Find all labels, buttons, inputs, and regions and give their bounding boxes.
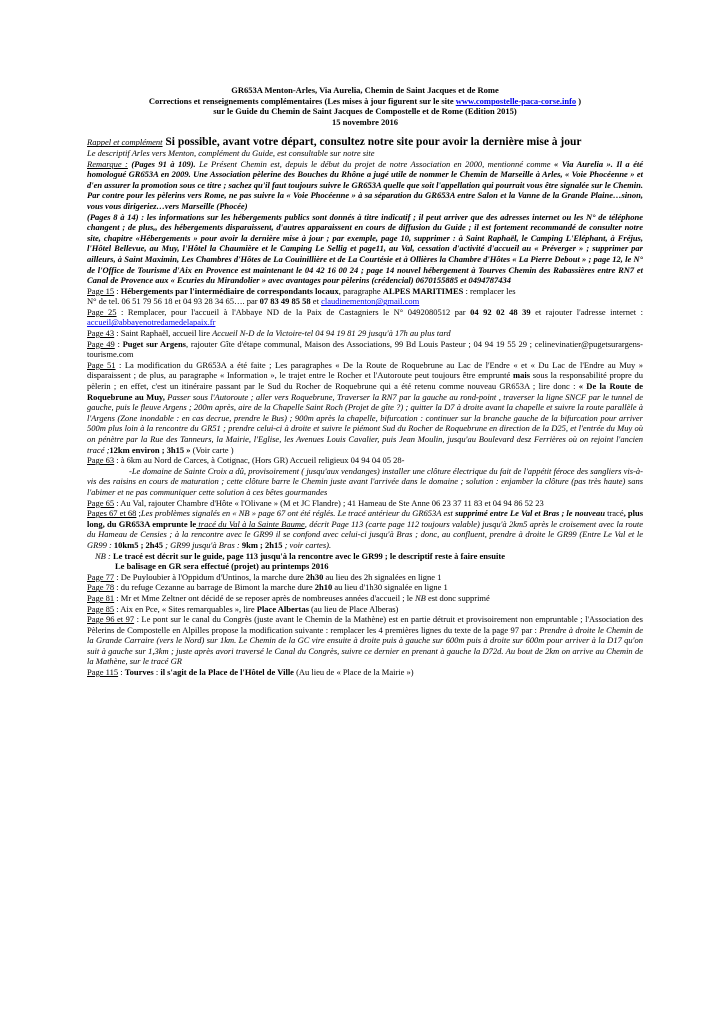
- document-page: [87, 85, 643, 678]
- page-65-paragraph: Page 65 : Au Val, rajouter Chambre d'Hôte « l'Olivane » (M et JC Flandre) ; 41 Hameau de Ste Anne 06 23 37 11 83 et 04 94 86 52 23: [87, 497, 544, 508]
- page-96-97-paragraph: Page 96 et 97 : Le pont sur le canal du Congrès (juste avant le Chemin de la Mathène) est en partie détruit et provisoirement non empruntable ; l'Association des Pèlerins de Compostelle en Alpilles propose la modification suivante : remplacer les 4 premières lignes du texte de la page 97 par : Prendre à droite le Chemin de la Grande Carraire (vers le Nord) sur 1km. Le Chemin de la GC vire ensuite à droite puis à gauche sur 600m puis à droite sur 600m pour arriver à la D17 qu'on suit à gauche sur 1,3km ; juste après avori traversé le Canal du Congrès, suivre ce dernier en prenant à gauche la D72d. Au bout de 2km on arrive au Chemin de la Mathène, sur le tracé GR: [87, 614, 643, 667]
- reminder-sub: Le descriptif Arles vers Menton, complément du Guide, est consultable sur notre site: [87, 147, 375, 158]
- document-header: [87, 85, 643, 127]
- email-link-menton[interactable]: claudinementon@gmail.com: [321, 296, 420, 307]
- page-85-paragraph: Page 85 : Aix en Pce, « Sites remarquables », lire Place Albertas (au lieu de Place Alberas): [87, 603, 399, 614]
- page-15-paragraph: Page 15 : Hébergements par l'intermédiaire de correspondants locaux, paragraphe ALPES MARITIMES : remplacer les N° de tel. 06 51 79 56 18 et 04 93 28 34 65…. par 07 83 49 85 58 et claudinementon@gmail.com: [87, 285, 516, 307]
- page-49-paragraph: Page 49 : Puget sur Argens, rajouter Gîte d'étape communal, Maison des Associations, 99 Bd Louis Pasteur ; 04 94 19 55 29 ; celinevinatier@pugetsurargens-tourisme.com: [87, 338, 643, 360]
- page-25-paragraph: Page 25 : Remplacer, pour l'accueil à l'Abbaye ND de la Paix de Castagniers le N° 0492080512 par 04 92 02 48 39 et rajouter l'adresse internet : accueil@abbayenotredamedelapaix.fr: [87, 306, 643, 328]
- page-51-paragraph: Page 51 : La modification du GR653A a été faite ; Les paragraphes « De la Route de Roquebrune au Lac de l'Endre « et « Du Lac de l'Endre au Muy » disparaissent ; de plus, au paragraphe « Information », le trajet entre le Rocher et l'Autoroute peut toujours être emprunté mais sous la responsabilité propre du pèlerin ; en effet, c'est un itinéraire passant par le Sud du Rocher de Roquebrune qui a été retenu comme nouveau GR653A ; lire donc : « De la Route de Roquebrune au Muy, Passer sous l'Autoroute ; aller vers Roquebrune, Traverser la RN7 par la gauche au rond-point , traverser la ligne SNCF par le tunnel de gauche, puis le fleuve Argens ; 200m après, aire de la Chapelle Saint Roch (Projet de gîte ?) ; quitter la D7 à droite avant la chapelle et suivre la route parallèle à l'Argens (Zone inondable : en cas decrue, prendre le Bus) ; 900m après la chapelle, bifurcation : continuer sur la branche gauche de la bifurcation pour arriver 500m plus loin à la rencontre du GR51 ; prendre celui-ci à droite et suivre le piémont Sud du Rocher de Roquebrune en direction de la D25, et l'entrée du Muy où on pénètre par la Rue des Tanneurs, la Mairie, l'Eglise, les Avenues Louis Cavalier, puis Jean Moulin, jusqu'au Boulevard desz Ferrières où on rejoint l'ancien tracé ;12km environ ; 3h15 » (Voir carte ): [87, 359, 643, 455]
- page-63-paragraph: Page 63 : à 6km au Nord de Carces, à Cotignac, (Hors GR) Accueil religieux 04 94 04 05 28- -Le domaine de Sainte Croix a dû, provisoirement ( jusqu'aux vendanges) installer une clôture électrique du fait de l'appétit féroce des sangliers vis-à-vis des raisins en cours de maturation ; cette clôture barre le Chemin juste avant l'arrivée dans le domaine ; solution : enjamber la clôture (pas très haute) sans l'abimer et ne pas communiquer cette solution à ces bêtes gourmandes: [87, 455, 643, 497]
- site-link[interactable]: www.compostelle-paca-corse.info: [455, 95, 577, 106]
- pages-8-14-paragraph: (Pages 8 à 14) : les informations sur les hébergements publics sont donnés à titre indicatif ; il peut arriver que des adresses internet ou les N° de téléphone changent ; de plus,, des hébergements disparaissent, d'autres apparaissent en cours de diffusion du Guide ; il est fortement recommandé de consulter notre site, chapitre «Hébergements » pour avoir la dernière mise à jour ; par exemple, page 10, supprimer : à Saint Raphaël, le Camping L'Eléphant, à Fréjus, l'Hôtel Bellevue, au Muy, l'Hôtel la Chaumière et le Camping Le Sellig et page11, au Val, cessation d'activité d'accueil au « Préverger » ; supprimer par ailleurs, à Saint Maximin, Les Chambres d'Hôtes de La Couinillière et de La Courtésie et à Ollières la Chambre d'Hôtes « La Pierre Debout » ; page 12, le N° de l'Office de Tourisme d'Aix en Provence est maintenant le 04 42 16 00 24 ; page 14 nouvel hébergement à Tourves Chemin des Rabassières entre RN7 et Canal de Provence aux « Ecuries du Mirandolier » avec avantages pour pèlerins (crédencial) 0670155885 et 0494787434: [87, 211, 643, 286]
- page-43-paragraph: Page 43 : Saint Raphaël, accueil lire Accueil N-D de la Victoire-tel 04 94 19 81 29 jusqu'à 17h au plus tard: [87, 328, 451, 339]
- page-78-paragraph: Page 78 : du refuge Cezanne au barrage de Bimont la marche dure 2h10 au lieu d'1h30 signalée en ligne 1: [87, 582, 448, 593]
- guide-line: sur le Guide du Chemin de Saint Jacques de Compostelle et de Rome (Edition 2015): [213, 106, 517, 117]
- page-115-paragraph: Page 115 : Tourves : il s'agit de la Place de l'Hôtel de Ville (Au lieu de « Place de la Mairie »): [87, 667, 414, 678]
- title-line: GR653A Menton-Arles, Via Aurelia, Chemin de Saint Jacques et de Rome: [231, 85, 499, 95]
- pages-67-68-paragraph: Pages 67 et 68 ;Les problèmes signalés en « NB » page 67 ont été réglés. Le tracé antérieur du GR653A est supprimé entre Le Val et Bras ; le nouveau tracé, plus long, du GR653A emprunte le tracé du Val à la Sainte Baume, décrit Page 113 (carte page 112 toujours valable) jusqu'à 2km5 après le croisement avec la route du Hameau de Censies ; à la rencontre avec le GR99 il se confond avec celui-ci jusqu'à Bras ; donc, au confluent, prendre à droite le GR99 (Entre Le Val et le GR99 : 10km5 ; 2h45 ; GR99 jusqu'à Bras : 9km ; 2h15 ; voir cartes).: [87, 508, 644, 550]
- page-81-paragraph: Page 81 : Mr et Mme Zeltner ont décidé de se reposer après de nombreuses années d'accueil ; le NB est donc supprimé: [87, 592, 490, 603]
- balisage-note: Le balisage en GR sera effectué (projet) au printemps 2016: [115, 561, 329, 572]
- remarque-paragraph: Remarque : (Pages 91 à 109). Le Présent Chemin est, depuis le début du projet de notre Association en 2000, mentionné comme « Via Aurelia ». Il a été homologué GR653A en 2009. Une Association pèlerine des Bouches du Rhône a jugé utile de nommer le Chemin de Marseille à Arles, « Voie Phocéenne » et d'en assurer la promotion sous ce titre ; sachez qu'il faut toujours suivre le GR653A quelle que soit l'appellation qui pourrait vous être signalée sur le Chemin. Par contre pour les pèlerins vers Rome, ne pas suivre la « Voie Phocéenne » à sa séparation du GR653A entre Salon et la Vanne de la Grande Plaine…sinon, vous vous dirigeriez…vers Marseille (Phocée): [87, 158, 644, 211]
- date-line: 15 novembre 2016: [332, 116, 398, 127]
- reminder-banner: Rappel et complément Si possible, avant votre départ, consultez notre site pour avoir la dernière mise à jour: [87, 136, 582, 149]
- page-77-paragraph: Page 77 : De Puyloubier à l'Oppidum d'Untinos, la marche dure 2h30 au lieu des 2h signalées en ligne 1: [87, 571, 442, 582]
- nb-paragraph: NB : Le tracé est décrit sur le guide, page 113 jusqu'à la rencontre avec le GR99 ; le descriptif reste à faire ensuite: [95, 550, 505, 561]
- email-link-abbaye[interactable]: accueil@abbayenotredamedelapaix.fr: [87, 317, 216, 328]
- subtitle-line: Corrections et renseignements complémentaires (Les mises à jour figurent sur le site www.compostelle-paca-corse.info ): [148, 95, 582, 106]
